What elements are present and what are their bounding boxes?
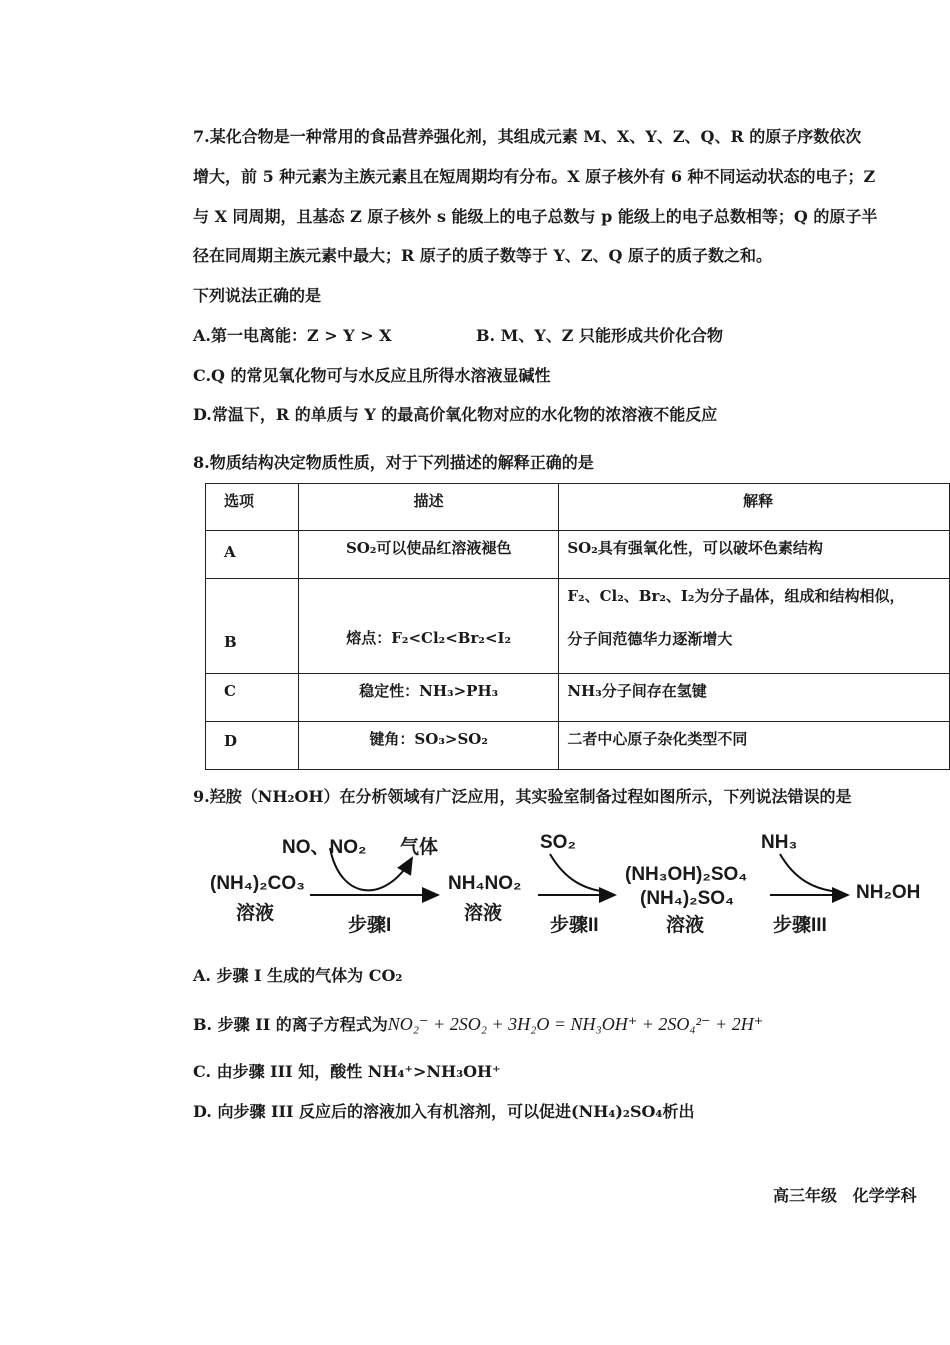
row-option: C: [206, 674, 299, 722]
q7-prompt: 下列说法正确的是: [193, 286, 322, 305]
q9-stem: 9.羟胺（NH₂OH）在分析领域有广泛应用，其实验室制备过程如图所示，下列说法错误的是: [193, 787, 852, 806]
mid1-formula: NH₄NO₂: [448, 873, 522, 894]
gas-label: 气体: [400, 837, 439, 858]
step3-curve: [780, 854, 840, 892]
table-row: [206, 579, 950, 674]
table-row: [206, 674, 950, 722]
q7-option-d: D.常温下，R 的单质与 Y 的最高价氧化物对应的水化物的浓溶液不能反应: [193, 405, 718, 424]
q8-table: [205, 483, 950, 770]
q7-option-b: B. M、Y、Z 只能形成共价化合物: [476, 326, 724, 345]
step3-label: 步骤III: [773, 915, 827, 936]
mid2-solution: 溶液: [666, 915, 705, 936]
row-option: B: [206, 579, 299, 674]
row-explanation: 二者中心原子杂化类型不同: [559, 722, 950, 770]
row-explanation: NH₃分子间存在氢键: [559, 674, 950, 722]
mid2-formula-2: (NH₄)₂SO₄: [640, 888, 735, 909]
row-description: 熔点：F₂<Cl₂<Br₂<I₂: [299, 579, 559, 674]
row-option: D: [206, 722, 299, 770]
reagent-nh3: NH₃: [761, 832, 798, 853]
header-option: 选项: [206, 484, 299, 531]
row-explanation: [559, 579, 950, 674]
table-header-row: [206, 484, 950, 531]
q7-option-a: A.第一电离能：Z > Y > X: [193, 326, 392, 345]
q9-option-c: C. 由步骤 III 知，酸性 NH₄⁺>NH₃OH⁺: [193, 1062, 501, 1081]
header-explanation: 解释: [559, 484, 950, 531]
q8-stem: 8.物质结构决定物质性质，对于下列描述的解释正确的是: [193, 453, 594, 472]
row-description: 稳定性：NH₃>PH₃: [299, 674, 559, 722]
q7-line-3: 与 X 同周期，且基态 Z 原子核外 s 能级上的电子总数与 p 能级上的电子总数相等；Q 的原子半: [193, 207, 878, 226]
reaction-flow-diagram: [200, 820, 940, 940]
product-formula: NH₂OH: [856, 882, 921, 903]
q7-line-1: 7.某化合物是一种常用的食品营养强化剂，其组成元素 M、X、Y、Z、Q、R 的原子序数依次: [193, 127, 862, 146]
page-footer: 高三年级 化学学科: [773, 1186, 917, 1205]
row-description: SO₂可以使品红溶液褪色: [299, 531, 559, 579]
q9-option-a: A. 步骤 I 生成的气体为 CO₂: [193, 966, 403, 985]
row-explanation: SO₂具有强氧化性，可以破坏色素结构: [559, 531, 950, 579]
mid2-formula-1: (NH₃OH)₂SO₄: [625, 864, 748, 885]
header-description: 描述: [299, 484, 559, 531]
row-option: A: [206, 531, 299, 579]
q9-option-d: D. 向步骤 III 反应后的溶液加入有机溶剂，可以促进(NH₄)₂SO₄析出: [193, 1102, 695, 1121]
step2-curve: [550, 854, 608, 892]
row-description: 键角：SO₃>SO₂: [299, 722, 559, 770]
table-row: [206, 722, 950, 770]
reagent-no-no2: NO、NO₂: [282, 837, 367, 858]
start-formula: (NH₄)₂CO₃: [210, 873, 305, 894]
start-solution: 溶液: [236, 903, 275, 924]
q7-line-2: 增大，前 5 种元素为主族元素且在短周期均有分布。X 原子核外有 6 种不同运动状态的电子；Z: [193, 167, 876, 186]
table-row: [206, 531, 950, 579]
row-explanation-line-1: F₂、Cl₂、Br₂、I₂为分子晶体，组成和结构相似，: [567, 587, 905, 605]
q9-option-b-text: B. 步骤 II 的离子方程式为: [193, 1015, 388, 1034]
mid1-solution: 溶液: [464, 903, 503, 924]
q9-option-b-equation: NO₂⁻ + 2SO₂ + 3H₂O = NH₃OH⁺ + 2SO₄²⁻ + 2H⁺: [387, 1014, 764, 1034]
q9-option-b: [193, 1012, 763, 1035]
reagent-so2: SO₂: [540, 832, 576, 853]
step2-label: 步骤II: [550, 915, 599, 936]
q7-line-4: 径在同周期主族元素中最大；R 原子的质子数等于 Y、Z、Q 原子的质子数之和。: [193, 246, 773, 265]
row-explanation-line-2: 分子间范德华力逐渐增大: [567, 630, 733, 648]
step1-label: 步骤I: [348, 915, 392, 936]
q7-option-c: C.Q 的常见氧化物可与水反应且所得水溶液显碱性: [193, 366, 551, 385]
